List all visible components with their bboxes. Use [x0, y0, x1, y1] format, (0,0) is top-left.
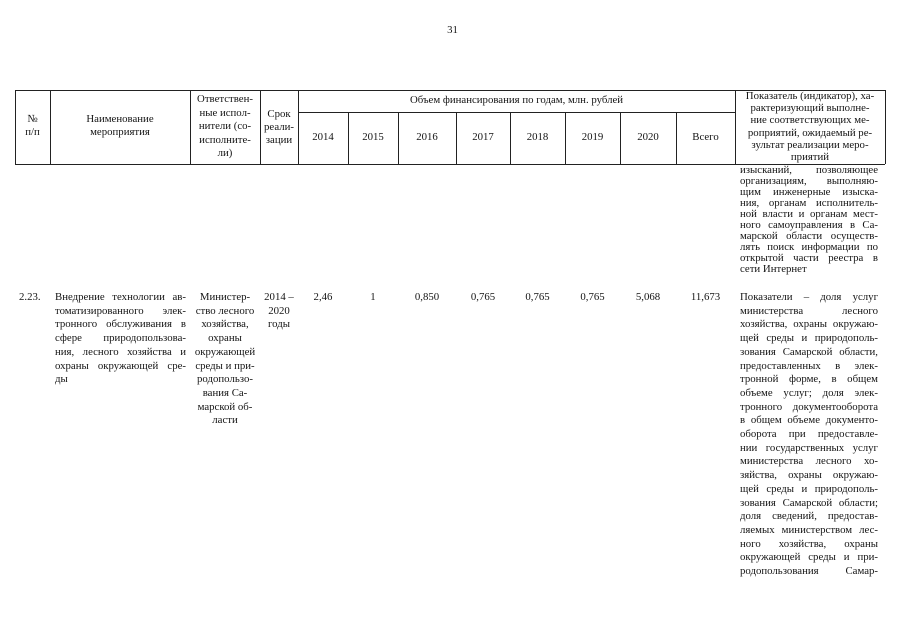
row-term-line: 2020 [268, 304, 290, 317]
header-responsible-line: Ответствен- [197, 93, 253, 105]
row-number: 2.23. [19, 291, 41, 303]
continuation-indicator-line: лять поиск информации по [740, 241, 878, 253]
row-term [260, 291, 298, 332]
row-activity-name-line: охраны окружающей сре- [55, 359, 186, 372]
header-responsible-line: ные испол- [199, 106, 251, 119]
row-responsible-line: марской об- [197, 400, 253, 413]
header-year-2014: 2014 [312, 131, 334, 143]
header-name-line: мероприятия [90, 126, 150, 138]
header-indicator [737, 90, 883, 163]
header-responsible-line: нители (со- [198, 120, 252, 132]
header-year-2015: 2015 [362, 131, 384, 143]
header-responsible [190, 93, 260, 161]
value-2020: 5,068 [635, 291, 661, 303]
row-responsible-line: ласти [212, 414, 238, 427]
value-2019: 0,765 [580, 291, 605, 303]
continuation-indicator-line: ния, органам исполнитель- [740, 197, 878, 209]
row-responsible-line: Министер- [199, 291, 251, 303]
header-indicator-line: ние соответствующих ме- [750, 114, 870, 127]
value-2014: 2,46 [313, 291, 333, 303]
row-term-line: 2014 – [264, 291, 294, 303]
continuation-indicator-line: организациям, выполняю- [740, 175, 878, 187]
header-term-line: Срок [267, 108, 291, 120]
row-term-line: годы [268, 318, 290, 331]
row-responsible-line: среды и при- [195, 359, 255, 372]
value-2015: 1 [370, 291, 376, 303]
row-indicator-line: в общем объеме документо- [740, 414, 878, 427]
row-indicator [740, 291, 878, 579]
row-indicator-line: зяйства, охраны окружаю- [740, 469, 878, 482]
header-year-2020: 2020 [637, 131, 659, 143]
row-indicator-line: тронной форме, в общем [740, 373, 878, 386]
header-financing: Объем финансирования по годам, млн. рублей [409, 94, 624, 106]
row-activity-name-line: томатизированного элек- [55, 304, 186, 317]
continuation-indicator-line: открытой части реестра в [740, 252, 878, 264]
header-indicator-line: приятий [790, 151, 830, 164]
row-activity-name-line: ды [55, 373, 68, 386]
row-activity-name-line: сфере природопользова- [55, 332, 186, 345]
row-responsible-line: хозяйства, [201, 318, 249, 331]
continuation-indicator-line: ного самоуправления в Са- [740, 219, 878, 231]
header-indicator-line: рактеризующий выполне- [750, 102, 870, 115]
row-indicator-line: объеме услуг; доля элек- [740, 386, 878, 399]
row-activity-name-line: тронного обслуживания в [55, 318, 186, 331]
row-indicator-line: Показатели – доля услуг [740, 291, 878, 303]
header-term-line: реали- [264, 121, 294, 133]
row-activity-name-line: ния, лесного хозяйства и [55, 345, 186, 358]
continuation-indicator-line: изысканий, позволяющее [740, 164, 878, 176]
row-indicator-line: оборота при предоставле- [740, 428, 878, 441]
value-2017: 0,765 [470, 291, 496, 303]
value-2018: 0,765 [525, 291, 550, 303]
row-indicator-line: щей среды и природополь- [740, 482, 878, 495]
financing-header-rule [298, 112, 735, 113]
row-responsible-line: охраны [208, 332, 242, 345]
row-indicator-line: министерства лесного хо- [740, 455, 878, 468]
header-responsible-line: исполните- [199, 133, 251, 146]
header-num-line: п/п [25, 125, 40, 138]
row-indicator-line: зования Самарской области, [740, 345, 878, 358]
header-name-line: Наименование [86, 113, 154, 125]
row-responsible [190, 291, 260, 428]
row-indicator-line: предоставленных в элек- [740, 359, 878, 372]
continuation-indicator-line: ной власти и органам мест- [740, 208, 878, 220]
row-indicator-line: родопользования Самар- [740, 565, 878, 578]
continuation-indicator-line: сети Интернет [740, 263, 807, 275]
row-indicator-line: зования Самарской области; [740, 496, 878, 509]
row-indicator-line: хозяйства, охраны окружаю- [740, 318, 878, 331]
header-name [50, 113, 190, 139]
row-indicator-line: министерства лесного [740, 304, 878, 317]
header-indicator-line: роприятий, ожидаемый ре- [747, 126, 873, 139]
header-responsible-line: ли) [217, 147, 233, 159]
table-column-rule [885, 90, 886, 164]
value-total: 11,673 [690, 291, 721, 303]
row-responsible-line: ство лесного [195, 304, 255, 317]
table-column-rule [735, 90, 736, 164]
row-activity-name-line: Внедрение технологии ав- [55, 291, 186, 303]
row-indicator-line: доля сведений, предостав- [740, 510, 878, 523]
row-indicator-line: щей среды и природополь- [740, 332, 878, 345]
header-num-line: № [27, 113, 38, 125]
header-term [260, 108, 298, 147]
header-year-2019: 2019 [581, 131, 604, 143]
header-year-2016: 2016 [416, 131, 438, 143]
continuation-indicator-line: марской области осуществ- [740, 230, 878, 242]
row-indicator-line: нии государственных услуг [740, 441, 878, 454]
row-responsible-line: окружающей [194, 345, 256, 358]
value-2016: 0,850 [414, 291, 440, 303]
row-indicator-line: ляемых министерством лес- [740, 523, 878, 536]
row-indicator-line: окружающей среды и при- [740, 551, 878, 564]
row-responsible-line: родопользо- [197, 373, 253, 386]
row-responsible-line: вания Са- [202, 386, 248, 399]
header-year-total: Всего [692, 131, 719, 143]
header-indicator-line: Показатель (индикатор), ха- [745, 90, 875, 102]
page-number: 31 [447, 24, 458, 36]
header-year-2017: 2017 [472, 131, 494, 143]
header-indicator-line: зультат реализации меро- [751, 138, 869, 151]
continuation-indicator-line: щим инженерные изыска- [740, 186, 878, 198]
row-activity-name [55, 291, 186, 387]
row-indicator-line: ного хозяйства, охраны [740, 537, 878, 550]
header-year-2018: 2018 [526, 131, 549, 143]
continuation-indicator-text [740, 165, 878, 275]
row-indicator-line: тронного документооборота [740, 400, 878, 413]
header-term-line: зации [265, 134, 293, 146]
header-num [15, 113, 50, 138]
